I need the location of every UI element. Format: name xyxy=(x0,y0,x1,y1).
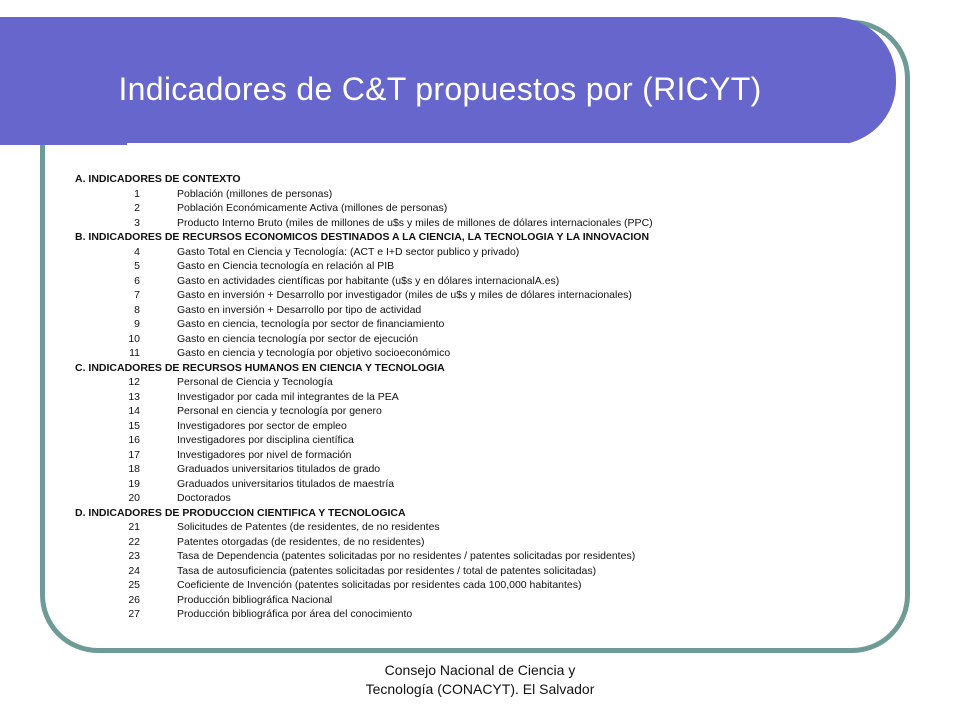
indicator-number: 10 xyxy=(128,332,140,345)
indicator-description: Gasto en inversión + Desarrollo por investigador (miles de u$s y miles de dólares internacionales) xyxy=(177,289,632,301)
indicator-description: Doctorados xyxy=(177,492,231,504)
indicator-number: 15 xyxy=(128,419,140,432)
indicator-row xyxy=(75,448,775,463)
indicator-number: 19 xyxy=(128,477,140,490)
indicator-row xyxy=(75,332,775,347)
indicator-row xyxy=(75,390,775,405)
indicator-number: 25 xyxy=(128,579,140,591)
indicator-row xyxy=(75,520,775,535)
indicator-description: Población (millones de personas) xyxy=(177,187,333,200)
indicator-number: 12 xyxy=(128,376,140,388)
indicator-description: Tasa de autosuficiencia (patentes solicitadas por residentes / total de patentes solicitadas) xyxy=(177,564,597,577)
indicator-row xyxy=(75,419,775,434)
indicator-description: Solicitudes de Patentes (de residentes, de no residentes xyxy=(177,521,440,533)
indicator-number: 13 xyxy=(128,390,140,403)
indicator-number: 1 xyxy=(134,187,140,200)
indicator-number: 5 xyxy=(134,260,140,272)
footer-line-1: Consejo Nacional de Ciencia y xyxy=(384,662,576,678)
indicator-row xyxy=(75,477,775,492)
section-heading: D. INDICADORES DE PRODUCCION CIENTIFICA Y TECNOLOGICA xyxy=(75,506,406,519)
indicator-description: Investigadores por sector de empleo xyxy=(177,419,347,432)
indicator-description: Gasto Total en Ciencia y Tecnología: (ACT e I+D sector publico y privado) xyxy=(177,245,520,258)
indicator-description: Tasa de Dependencia (patentes solicitadas por no residentes / patentes solicitadas por residentes) xyxy=(177,550,636,562)
indicator-row xyxy=(75,245,775,260)
indicator-description: Personal en ciencia y tecnología por genero xyxy=(177,405,382,417)
title-bar xyxy=(0,17,896,145)
section-heading: A. INDICADORES DE CONTEXTO xyxy=(75,173,241,185)
indicator-number: 17 xyxy=(128,448,140,461)
indicator-description: Producción bibliográfica Nacional xyxy=(177,593,333,606)
indicator-row xyxy=(75,491,775,506)
indicator-number: 4 xyxy=(134,245,140,258)
indicator-row xyxy=(75,288,775,303)
indicator-description: Investigadores por disciplina científica xyxy=(177,434,354,446)
indicator-row xyxy=(75,535,775,550)
indicator-number: 2 xyxy=(134,202,140,214)
indicator-number: 27 xyxy=(128,608,140,620)
indicator-description: Gasto en ciencia y tecnología por objetivo socioeconómico xyxy=(177,347,451,359)
indicator-description: Personal de Ciencia y Tecnología xyxy=(177,376,333,388)
indicator-description: Patentes otorgadas (de residentes, de no residentes) xyxy=(177,535,425,548)
indicator-number: 22 xyxy=(128,535,140,548)
indicator-description: Producto Interno Bruto (miles de millones de u$s y miles de millones de dólares internacionales (PPC) xyxy=(177,216,653,229)
section-heading: C. INDICADORES DE RECURSOS HUMANOS EN CIENCIA Y TECNOLOGIA xyxy=(75,361,445,374)
indicator-number: 6 xyxy=(134,274,140,287)
indicator-row xyxy=(75,317,775,332)
indicator-description: Coeficiente de Invención (patentes solicitadas por residentes cada 100,000 habitantes) xyxy=(177,579,582,591)
indicator-description: Gasto en ciencia tecnología por sector de ejecución xyxy=(177,332,419,345)
indicator-description: Investigador por cada mil integrantes de la PEA xyxy=(177,390,399,403)
indicator-description: Producción bibliográfica por área del conocimiento xyxy=(177,608,413,620)
footer-line-2: Tecnología (CONACYT). El Salvador xyxy=(365,681,595,697)
indicator-description: Gasto en ciencia, tecnología por sector de financiamiento xyxy=(177,318,445,330)
footer-credit xyxy=(320,661,640,699)
indicator-description: Graduados universitarios titulados de grado xyxy=(177,463,381,475)
indicator-number: 16 xyxy=(128,434,140,446)
indicator-row xyxy=(75,433,775,448)
indicator-number: 26 xyxy=(128,593,140,606)
indicator-number: 14 xyxy=(128,405,140,417)
title-underline xyxy=(127,143,848,147)
indicator-description: Gasto en actividades científicas por habitante (u$s y en dólares internacionalA.es) xyxy=(177,274,560,287)
indicator-description: Investigadores por nivel de formación xyxy=(177,448,352,461)
indicator-row xyxy=(75,274,775,289)
indicator-row xyxy=(75,303,775,318)
indicator-number: 21 xyxy=(128,521,140,533)
indicator-row xyxy=(75,346,775,361)
slide-title: Indicadores de C&T propuestos por (RICYT) xyxy=(118,71,762,107)
indicator-row xyxy=(75,404,775,419)
indicator-number: 11 xyxy=(129,347,140,359)
indicator-number: 24 xyxy=(128,564,140,577)
indicator-row xyxy=(75,549,775,564)
indicator-row xyxy=(75,375,775,390)
indicator-description: Gasto en inversión + Desarrollo por tipo de actividad xyxy=(177,303,422,316)
indicator-number: 8 xyxy=(134,303,140,316)
indicator-row xyxy=(75,564,775,579)
indicator-row xyxy=(75,593,775,608)
indicator-row xyxy=(75,259,775,274)
indicator-number: 7 xyxy=(134,289,140,301)
indicator-row xyxy=(75,578,775,593)
indicator-number: 20 xyxy=(128,492,140,504)
indicator-list xyxy=(75,172,775,622)
indicator-description: Gasto en Ciencia tecnología en relación al PIB xyxy=(177,260,395,272)
indicator-number: 23 xyxy=(128,550,140,562)
indicator-description: Graduados universitarios titulados de maestría xyxy=(177,477,395,490)
indicator-row xyxy=(75,201,775,216)
indicator-number: 9 xyxy=(134,318,140,330)
section-heading: B. INDICADORES DE RECURSOS ECONOMICOS DESTINADOS A LA CIENCIA, LA TECNOLOGIA Y LA INNOVACION xyxy=(75,231,650,243)
indicator-row xyxy=(75,607,775,622)
indicator-row xyxy=(75,216,775,231)
indicator-description: Población Económicamente Activa (millones de personas) xyxy=(177,202,448,214)
indicator-row xyxy=(75,187,775,202)
indicator-number: 3 xyxy=(134,216,140,229)
indicator-number: 18 xyxy=(128,463,140,475)
indicator-row xyxy=(75,462,775,477)
